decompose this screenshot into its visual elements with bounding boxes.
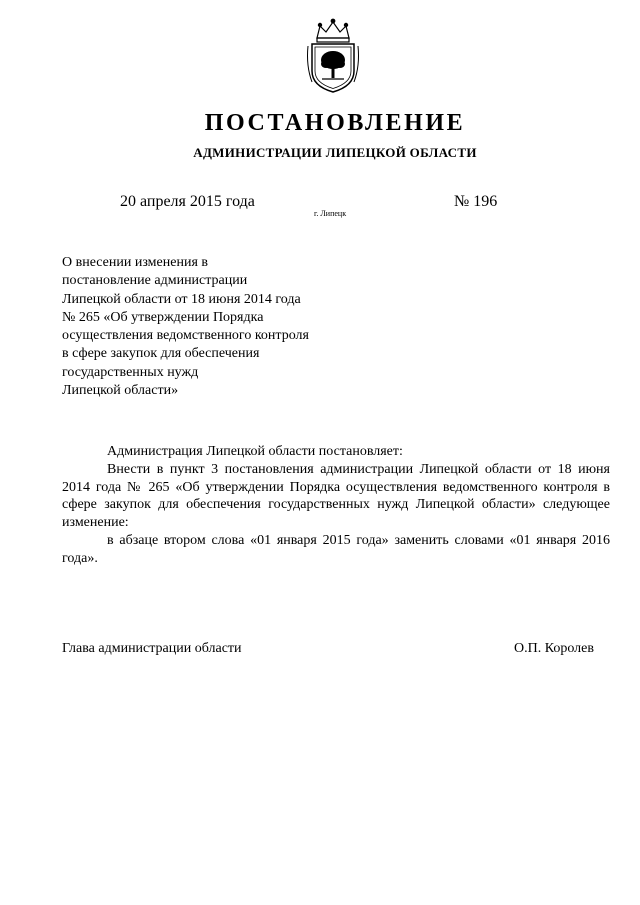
document-date: 20 апреля 2015 года — [120, 193, 255, 210]
document-subtitle: АДМИНИСТРАЦИИ ЛИПЕЦКОЙ ОБЛАСТИ — [193, 145, 477, 160]
subject-line: Липецкой области» — [62, 383, 179, 399]
document-subject — [62, 254, 362, 400]
subject-line: осуществления ведомственного контроля — [62, 328, 309, 344]
subject-line: О внесении изменения в — [62, 255, 208, 270]
subject-line: государственных нужд — [62, 364, 199, 380]
document-city: г. Липецк — [314, 209, 347, 218]
document-body — [62, 443, 610, 568]
subject-line: № 265 «Об утверждении Порядка — [62, 309, 264, 325]
coat-of-arms-emblem — [304, 16, 362, 94]
body-paragraph: Внести в пункт 3 постановления администрации Липецкой области от 18 июня 2014 года № 265 «Об утверждении Порядка осуществления ведомственного контроля в сфере закупок для обеспечения государственных нужд Липецкой области» следующее изменение: — [62, 461, 610, 531]
body-paragraph: в абзаце втором слова «01 января 2015 года» заменить словами «01 января 2016 года». — [62, 532, 610, 566]
body-paragraph: Администрация Липецкой области постановляет: — [107, 444, 403, 459]
subject-line: в сфере закупок для обеспечения — [62, 346, 260, 362]
signature-name: О.П. Королев — [514, 641, 594, 656]
document-title: ПОСТАНОВЛЕНИЕ — [204, 110, 466, 136]
document-number: № 196 — [454, 193, 498, 210]
signature-position: Глава администрации области — [62, 641, 242, 656]
subject-line: Липецкой области от 18 июня 2014 года — [62, 291, 301, 307]
signature-block — [62, 641, 594, 657]
subject-line: постановление администрации — [62, 273, 248, 289]
